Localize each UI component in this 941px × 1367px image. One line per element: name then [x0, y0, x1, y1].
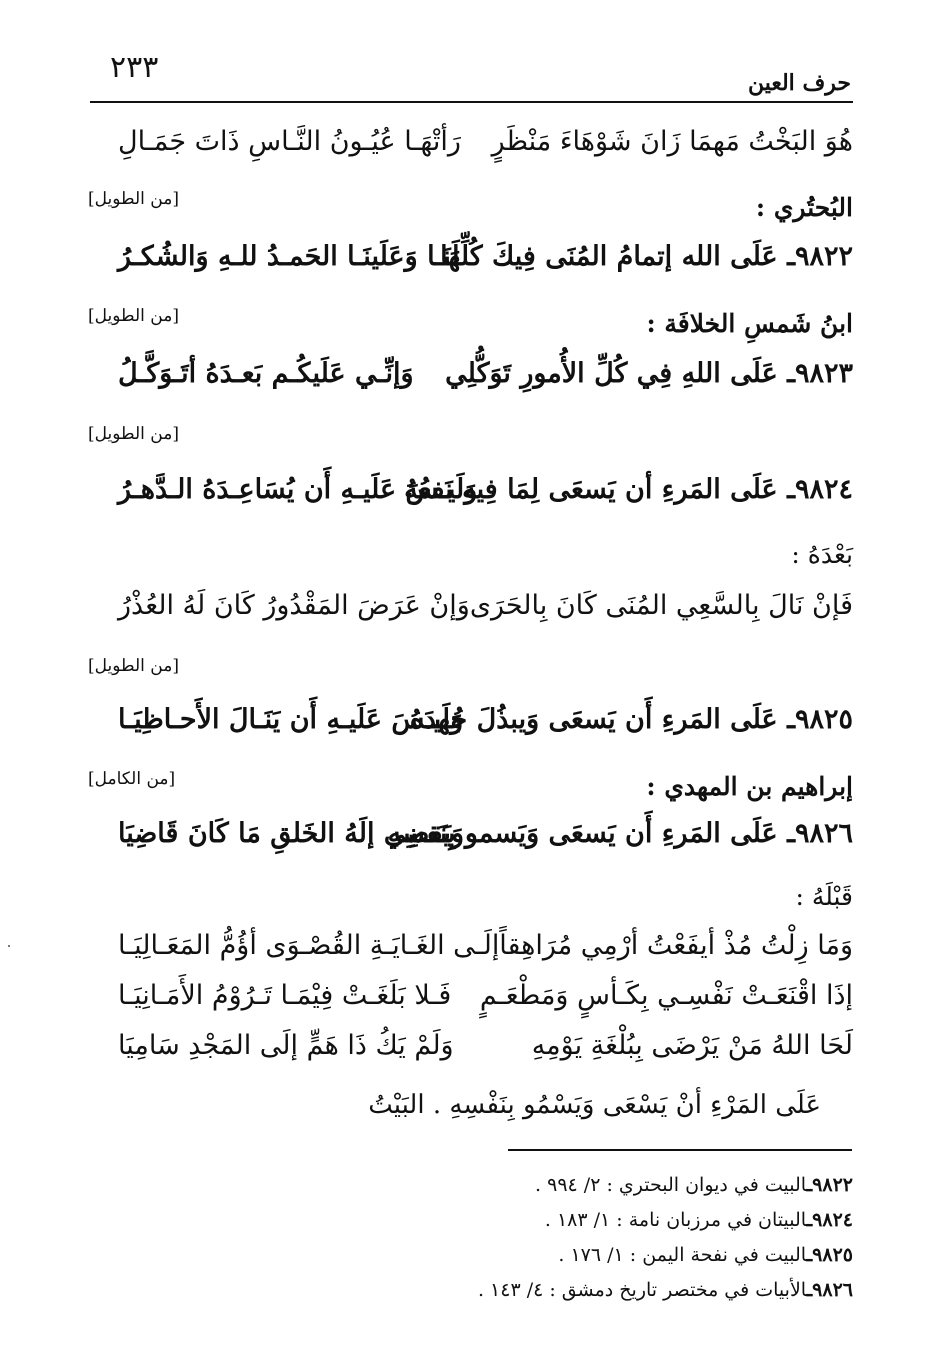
header-rule — [90, 101, 853, 103]
verse-right-hemistich: إذَا اقْنَعَـتْ نَفْسِـي بِكَـأسٍ وَمَطْعَـمٍ — [479, 980, 853, 1011]
meter-label: [من الطويل] — [88, 306, 179, 326]
footnote-text: البيت في ديوان البحتري : ٢/ ٩٩٤ . — [535, 1174, 807, 1196]
meter-label: [من الطويل] — [88, 656, 179, 676]
verse-left-hemistich: لَنَـا وَعَلَينَـا الحَمـدُ للـهِ وَالشُكـرُ — [118, 241, 460, 272]
footnote — [478, 1279, 853, 1301]
verse-left-hemistich: وَلَيـسَ عَلَيـهِ أَن يَنَـالَ الأَحـاظِيَـا — [118, 704, 464, 735]
footnote-rule — [508, 1149, 852, 1151]
footnote-number: ٩٨٢٢ـ — [806, 1174, 853, 1196]
verse-right-hemistich: وَمَا زِلْتُ مُذْ أيفَعْتُ أرْمِي مُرَاهِقاً — [499, 930, 853, 961]
verse-left-hemistich: وَإنْ عَرَضَ المَقْدُورُ كَانَ لَهُ العُذْرُ — [118, 590, 470, 621]
verse-left-hemistich: رَأتْهَـا عُيُـونُ النَّـاسِ ذَاتَ جَمَـالِ — [118, 126, 461, 157]
verse-right-hemistich: ٩٨٢٦ـ عَلَى المَرءِ أَن يَسعَى وَيَسمو بِنَفسِهِ — [387, 818, 853, 849]
prose-line: عَلَى المَرْءِ أنْ يَسْعَى وَيَسْمُو بِنَفْسِهِ . البَيْتُ — [368, 1090, 821, 1120]
footnote-number: ٩٨٢٦ـ — [806, 1279, 853, 1301]
page-number: ٢٣٣ — [110, 50, 159, 85]
note-label: قَبْلَهُ : — [795, 882, 853, 911]
footnote-number: ٩٨٢٤ـ — [806, 1209, 853, 1231]
verse-right-hemistich: ٩٨٢٤ـ عَلَى المَرءِ أن يَسعَى لِمَا فِيهِ نَفعُهُ — [404, 474, 853, 505]
verse-left-hemistich: وَإنِّـي عَلَيكُـم بَعـدَهُ أتَـوَكَّـلُ — [118, 358, 414, 389]
verse-right-hemistich: ٩٨٢٣ـ عَلَى اللهِ فِي كُلِّ الأُمورِ تَوَكُّلِي — [445, 358, 853, 389]
meter-label: [من الكامل] — [88, 769, 176, 789]
footnote — [535, 1174, 853, 1196]
poet-name: إبراهيم بن المهدي : — [646, 772, 853, 801]
chapter-title: حرف العين — [747, 70, 851, 96]
poet-name: ابنُ شَمسِ الخلافَة : — [646, 309, 853, 338]
footnote-text: البيت في نفحة اليمن : ١/ ١٧٦ . — [558, 1244, 807, 1266]
verse-right-hemistich: فَإنْ نَالَ بِالسَّعِي المُنَى كَانَ بِالحَرَى — [469, 590, 853, 621]
verse-right-hemistich: ٩٨٢٥ـ عَلَى المَرءِ أَن يَسعَى وَيبذُلَ جُهدَهُ — [409, 704, 853, 735]
meter-label: [من الطويل] — [88, 189, 179, 209]
verse-left-hemistich: وَلَيـسَ عَلَيـهِ أَن يُسَاعِـدَهُ الـدَّهـرُ — [118, 474, 478, 505]
verse-right-hemistich: هُوَ البَخْتُ مَهمَا زَانَ شَوْهَاءَ مَنْظَرٍ — [491, 126, 853, 157]
verse-right-hemistich: ٩٨٢٢ـ عَلَى الله إتمامُ المُنَى فِيكَ كُلِّهَا — [440, 241, 853, 272]
verse-left-hemistich: وَيَقضِي إلَهُ الخَلقِ مَا كَانَ قَاضِيَا — [118, 818, 464, 849]
meter-label: [من الطويل] — [88, 424, 179, 444]
footnote-number: ٩٨٢٥ـ — [806, 1244, 853, 1266]
verse-left-hemistich: إلَـى الغَـايَـةِ القُصْـوَى أؤُمُّ المَعَـالِيَـا — [118, 930, 500, 961]
note-label: بَعْدَهُ : — [791, 540, 853, 569]
poet-name: البُحتُري : — [755, 193, 853, 222]
scan-speck — [8, 945, 10, 947]
verse-left-hemistich: فَـلا بَلَغَـتْ فِيْمَـا تَـرُوْمُ الأَمَـانِيَـا — [118, 980, 452, 1011]
footnote-text: البيتان في مرزبان نامة : ١/ ١٨٣ . — [544, 1209, 807, 1231]
footnote-text: الأبيات في مختصر تاريخ دمشق : ٤/ ١٤٣ . — [477, 1279, 807, 1301]
verse-right-hemistich: لَحَا اللهُ مَنْ يَرْضَى بِبُلْغَةِ يَوْمِهِ — [531, 1030, 853, 1061]
footnote — [558, 1244, 853, 1266]
footnote — [545, 1209, 853, 1231]
verse-left-hemistich: وَلَمْ يَكُ ذَا هَمٍّ إلَى المَجْدِ سَامِيَا — [118, 1030, 454, 1061]
